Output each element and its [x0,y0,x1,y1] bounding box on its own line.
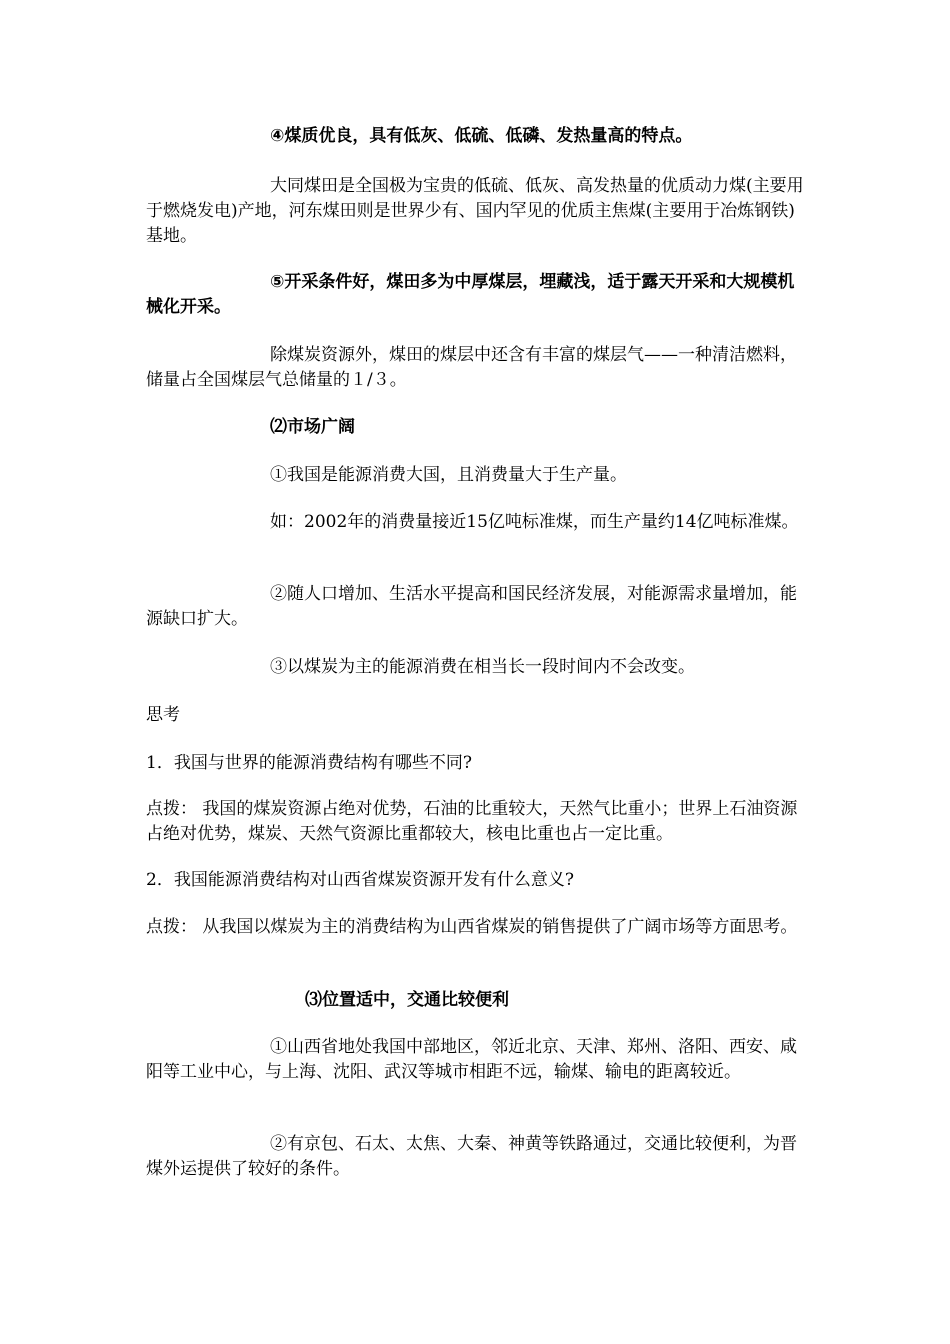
label-thinking: 思考 [146,705,180,725]
paragraph-demand-increase: ②随人口增加、生活水平提高和国民经济发展，对能源需求量增加，能源缺口扩大。 [146,584,797,629]
paragraph-mining-conditions-heading: ⑤开采条件好，煤田多为中厚煤层，埋藏浅，适于露天开采和大规模机械化开采。 [146,272,795,317]
paragraph-coalbed-gas: 除煤炭资源外，煤田的煤层中还含有丰富的煤层气——一种清洁燃料，储量占全国煤层气总储量的１/３。 [146,345,797,390]
paragraph-datong-hedong: 大同煤田是全国极为宝贵的低硫、低灰、高发热量的优质动力煤(主要用于燃烧发电)产地，河东煤田则是世界少有、国内罕见的优质主焦煤(主要用于冶炼钢铁)基地。 [146,176,804,246]
paragraph-coal-quality-heading: ④煤质优良，具有低灰、低硫、低磷、发热量高的特点。 [270,126,693,146]
question-1: 1．我国与世界的能源消费结构有哪些不同? [146,753,472,773]
paragraph-railways: ②有京包、石太、太焦、大秦、神黄等铁路通过，交通比较便利，为晋煤外运提供了较好的条件。 [146,1134,797,1179]
paragraph-coal-dominant: ③以煤炭为主的能源消费在相当长一段时间内不会改变。 [270,657,695,677]
hint-2: 点拨： 从我国以煤炭为主的消费结构为山西省煤炭的销售提供了广阔市场等方面思考。 [146,917,798,937]
question-2: 2．我国能源消费结构对山西省煤炭资源开发有什么意义? [146,870,574,890]
hint-1: 点拨： 我国的煤炭资源占绝对优势，石油的比重较大，天然气比重小；世界上石油资源占绝对优势，煤炭、天然气资源比重都较大，核电比重也占一定比重。 [146,799,798,844]
paragraph-consumption-country: ①我国是能源消费大国，且消费量大于生产量。 [270,465,627,485]
section-heading-location: ⑶位置适中，交通比较便利 [305,990,509,1010]
paragraph-location: ①山西省地处我国中部地区，邻近北京、天津、郑州、洛阳、西安、咸阳等工业中心，与上海、沈阳、武汉等城市相距不远，输煤、输电的距离较近。 [146,1037,797,1082]
section-heading-market: ⑵市场广阔 [270,417,355,437]
paragraph-2002-example: 如：2002年的消费量接近15亿吨标准煤，而生产量约14亿吨标准煤。 [270,512,799,532]
